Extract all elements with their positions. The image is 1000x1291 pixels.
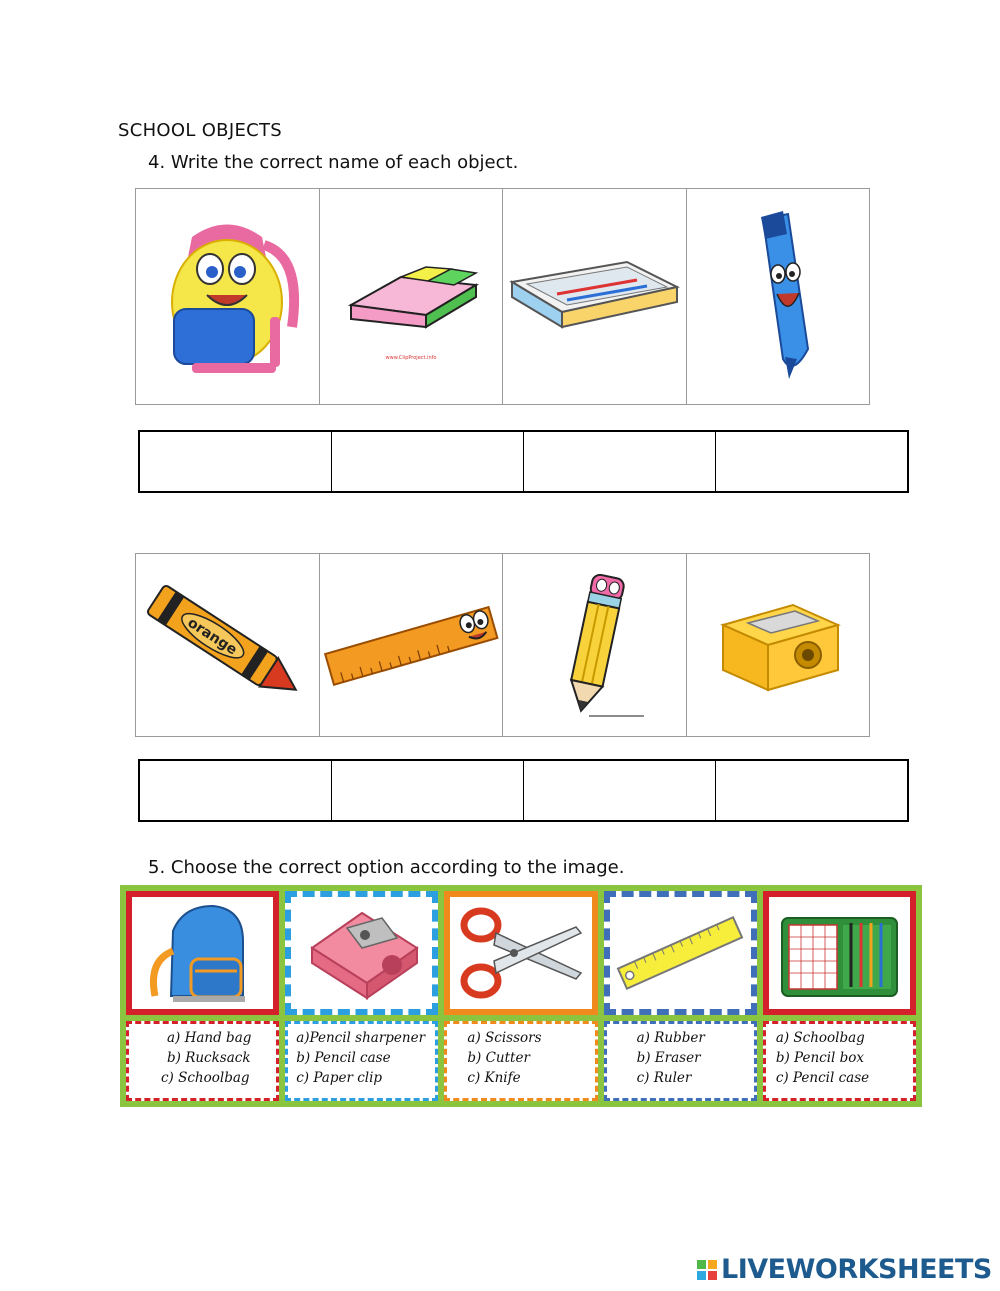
choice-card — [285, 891, 438, 1101]
answer-input[interactable] — [716, 761, 907, 820]
answer-cell — [140, 432, 332, 491]
scissors-icon — [456, 903, 586, 1003]
worksheet-title: SCHOOL OBJECTS — [118, 120, 283, 141]
option-a[interactable]: a) Rubber — [636, 1030, 705, 1046]
option-b[interactable]: b) Cutter — [467, 1050, 530, 1066]
card-image — [444, 891, 597, 1015]
card-options — [604, 1021, 757, 1101]
answer-cell — [332, 761, 524, 820]
image-row-2 — [135, 553, 870, 737]
answer-row-2 — [138, 759, 909, 822]
option-a[interactable]: a)Pencil sharpener — [296, 1030, 426, 1046]
answer-input[interactable] — [716, 432, 907, 491]
answer-cell — [716, 432, 907, 491]
answer-cell — [332, 432, 524, 491]
option-a[interactable]: a) Hand bag — [167, 1030, 252, 1046]
answer-cell — [140, 761, 332, 820]
backpack-icon — [143, 901, 263, 1006]
pencil-case-icon — [777, 903, 902, 1003]
card-options — [763, 1021, 916, 1101]
exercise-5-instruction: 5. Choose the correct option according to the image. — [148, 857, 625, 878]
card-image — [763, 891, 916, 1015]
answer-input[interactable] — [524, 761, 715, 820]
pen-icon — [733, 209, 823, 384]
answer-input[interactable] — [140, 761, 331, 820]
answer-cell — [716, 761, 907, 820]
option-b[interactable]: b) Pencil box — [775, 1050, 865, 1066]
backpack-icon — [152, 217, 302, 377]
option-c[interactable]: c) Paper clip — [296, 1070, 383, 1086]
card-image — [126, 891, 279, 1015]
image-cell — [687, 554, 870, 736]
answer-cell — [524, 761, 716, 820]
crayon-label: orange — [184, 614, 241, 659]
choice-card — [604, 891, 757, 1101]
logo-mark — [697, 1260, 717, 1280]
option-c[interactable]: c) Pencil case — [775, 1070, 870, 1086]
option-b[interactable]: b) Rucksack — [167, 1050, 251, 1066]
choice-card — [126, 891, 279, 1101]
image-cell — [136, 554, 320, 736]
card-options — [444, 1021, 597, 1101]
option-b[interactable]: b) Eraser — [636, 1050, 701, 1066]
option-a[interactable]: a) Schoolbag — [775, 1030, 865, 1046]
sharpener-icon — [302, 903, 422, 1003]
answer-input[interactable] — [332, 761, 523, 820]
image-cell — [503, 554, 687, 736]
pencil-icon — [539, 570, 649, 720]
crayon-icon — [137, 570, 317, 720]
choice-card — [763, 891, 916, 1101]
pencil-case-icon — [507, 242, 682, 352]
ruler-icon — [321, 595, 501, 695]
eraser-caption: www.ClipProject.info — [385, 354, 437, 361]
image-cell — [320, 189, 504, 404]
answer-input[interactable] — [332, 432, 523, 491]
card-image — [285, 891, 438, 1015]
card-options — [285, 1021, 438, 1101]
choice-cards — [120, 885, 922, 1107]
option-c[interactable]: c) Knife — [467, 1070, 521, 1086]
card-image — [604, 891, 757, 1015]
option-c[interactable]: c) Schoolbag — [161, 1070, 250, 1086]
liveworksheets-logo — [697, 1254, 992, 1285]
sharpener-icon — [703, 585, 853, 705]
answer-row-1 — [138, 430, 909, 493]
image-cell — [320, 554, 504, 736]
answer-input[interactable] — [524, 432, 715, 491]
image-cell — [136, 189, 320, 404]
image-cell — [503, 189, 687, 404]
answer-cell — [524, 432, 716, 491]
answer-input[interactable] — [140, 432, 331, 491]
eraser-icon — [336, 227, 486, 367]
option-a[interactable]: a) Scissors — [467, 1030, 542, 1046]
choice-card — [444, 891, 597, 1101]
image-cell — [687, 189, 870, 404]
image-row-1 — [135, 188, 870, 405]
exercise-4-instruction: 4. Write the correct name of each object. — [148, 152, 519, 173]
card-options — [126, 1021, 279, 1101]
option-b[interactable]: b) Pencil case — [296, 1050, 391, 1066]
ruler-icon — [615, 908, 745, 998]
option-c[interactable]: c) Ruler — [636, 1070, 692, 1086]
brand-name: LIVEWORKSHEETS — [721, 1254, 992, 1285]
